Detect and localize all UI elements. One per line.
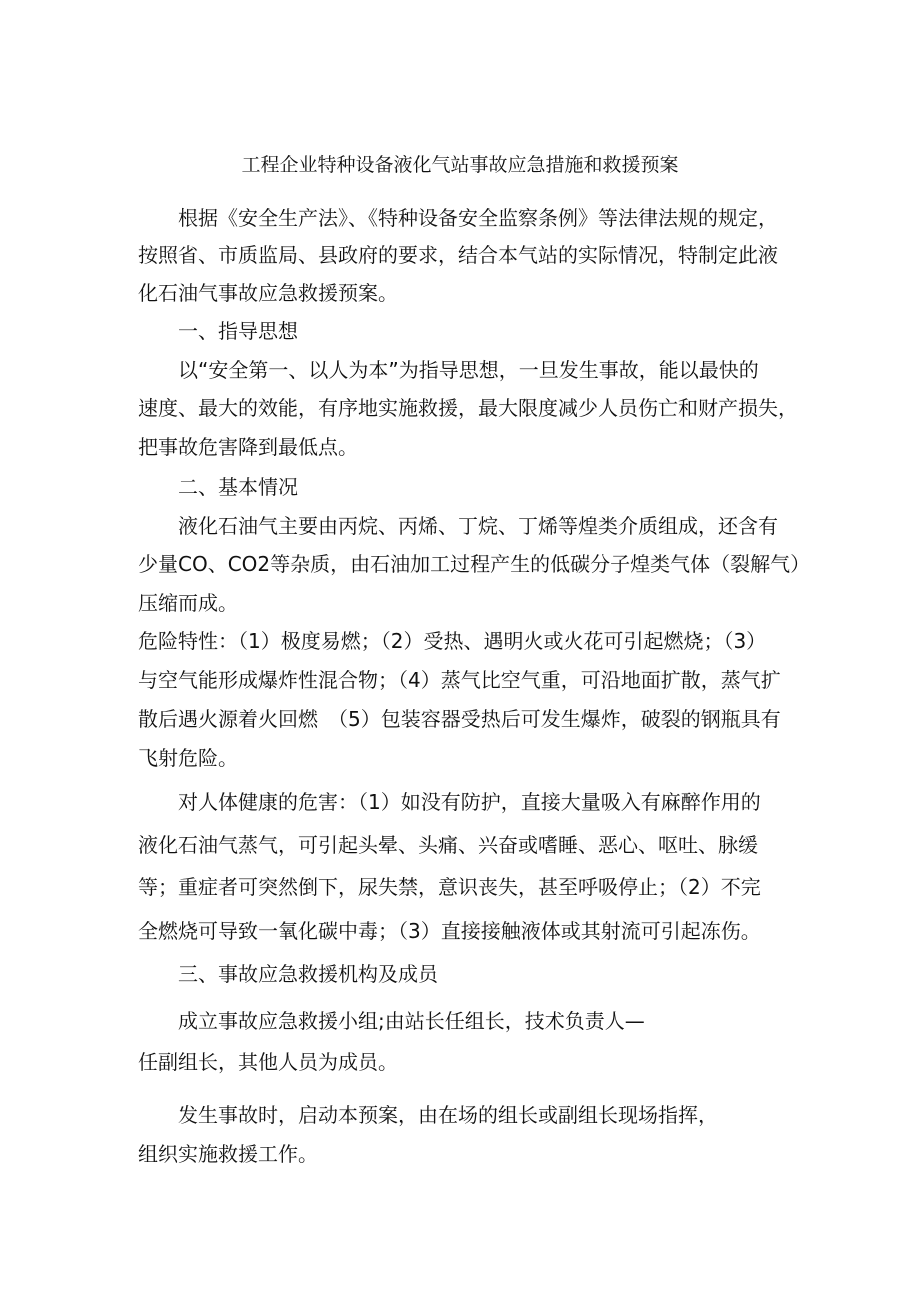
paragraph-line: 全燃烧可导致一氧化碳中毒；（3）直接接触液体或其射流可引起冻伤。 [138,919,761,943]
paragraph-line: 液化石油气主要由丙烷、丙烯、丁烷、丁烯等煌类介质组成，还含有 [178,514,778,538]
paragraph-line: 液化石油气蒸气，可引起头晕、头痛、兴奋或嗜睡、恶心、呕吐、脉缓 [138,833,758,857]
paragraph-line: 危险特性：（1）极度易燃；（2）受热、遇明火或火花可引起燃烧；（3） [138,629,767,653]
section-heading: 一、指导思想 [178,319,298,343]
paragraph-line: 等；重症者可突然倒下，尿失禁，意识丧失，甚至呼吸停止；（2）不完 [138,875,761,899]
paragraph-line: 组织实施救援工作。 [138,1142,318,1166]
document-title: 工程企业特种设备液化气站事故应急措施和救援预案 [241,154,679,176]
paragraph-line: 速度、最大的效能，有序地实施救援，最大限度减少人员伤亡和财产损失， [138,396,798,420]
paragraph-line: 飞射危险。 [138,746,238,770]
paragraph-line: 按照省、市质监局、县政府的要求，结合本气站的实际情况，特制定此液 [138,243,778,267]
paragraph-line: 与空气能形成爆炸性混合物；（4）蒸气比空气重，可沿地面扩散，蒸气扩 [138,668,781,692]
section-heading: 三、事故应急救援机构及成员 [178,962,438,986]
paragraph-line: 把事故危害降到最低点。 [138,435,358,459]
paragraph-line: 以“安全第一、以人为本”为指导思想，一旦发生事故，能以最快的 [178,358,759,382]
paragraph-line: 发生事故时，启动本预案，由在场的组长或副组长现场指挥， [178,1103,718,1127]
paragraph-line: 对人体健康的危害：（1）如没有防护，直接大量吸入有麻醉作用的 [178,790,761,814]
paragraph-line: 根据《安全生产法》、《特种设备安全监察条例》等法律法规的规定， [178,206,778,230]
section-heading: 二、基本情况 [178,475,298,499]
paragraph-line: 散后遇火源着火回燃 （5）包装容器受热后可发生爆炸，破裂的钢瓶具有 [138,707,781,731]
paragraph-line: 压缩而成。 [138,591,238,615]
paragraph-line: 成立事故应急救援小组;由站长任组长，技术负责人— [178,1009,645,1033]
paragraph-line: 少量CO、CO2等杂质，由石油加工过程产生的低碳分子煌类气体（裂解气） [138,552,811,576]
paragraph-line: 任副组长，其他人员为成员。 [138,1050,398,1074]
paragraph-line: 化石油气事故应急救援预案。 [138,281,398,305]
